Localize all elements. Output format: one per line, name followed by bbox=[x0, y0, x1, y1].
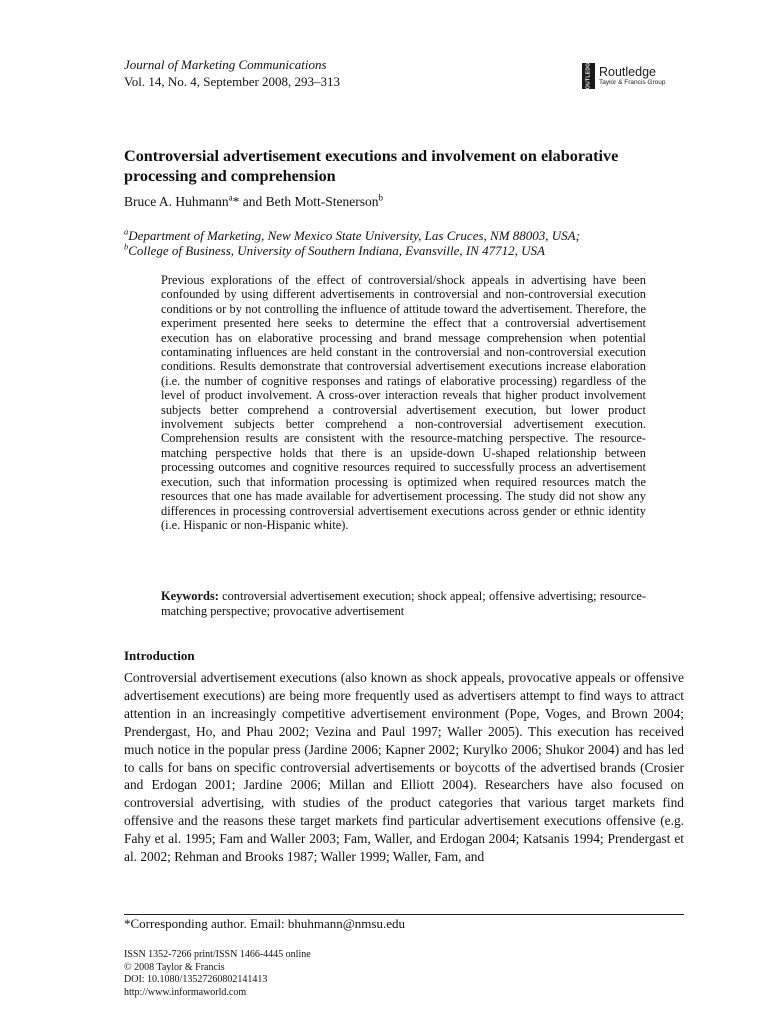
keywords-label: Keywords: bbox=[161, 589, 219, 603]
affiliation-mark: b bbox=[378, 192, 383, 203]
corresponding-author-footnote: *Corresponding author. Email: bhuhmann@nmsu.edu bbox=[124, 916, 405, 931]
affiliation-mark: a bbox=[228, 192, 233, 203]
corresponding-mark: * bbox=[232, 194, 240, 209]
volume-info: Vol. 14, No. 4, September 2008, 293–313 bbox=[124, 74, 341, 89]
affiliations bbox=[124, 228, 684, 258]
affiliation-b bbox=[124, 243, 684, 258]
author-list bbox=[124, 193, 383, 210]
publication-info bbox=[124, 949, 311, 999]
publisher-url: http://www.informaworld.com bbox=[124, 986, 247, 998]
abstract-text: Previous explorations of the effect of controversial/shock appeals in advertising have been confounded by using different advertisements in controversial and non-controversial execution conditions or by not controlling the influence of attitude toward the advertisement. Therefore, the experiment presented here seeks to determine the effect that a controversial advertisement execution has on elaborative processing and brand message comprehension when potential contaminating influences are held constant in the controversial and non-controversial execution conditions. Results demonstrate that controversial advertisement executions increase elaboration (i.e. the number of cognitive responses and ratings of elaborative processing) regardless of the level of product involvement. A cross-over interaction reveals that higher product involvement subjects better comprehend a controversial advertisement execution, but lower product involvement subjects better comprehend a non-controversial advertisement execution. Comprehension results are consistent with the resource-matching perspective. The resource-matching perspective holds that there is an upside-down U-shaped relationship between processing outcomes and cognitive resources required to successfully process an advertisement execution, such that information processing is optimized when required resources match the resources that one has made available for advertisement processing. The study did not show any differences in processing controversial advertisement executions across gender or ethnic identity (i.e. Hispanic or non-Hispanic white). bbox=[161, 273, 646, 532]
journal-name: Journal of Marketing Communications bbox=[124, 57, 327, 72]
footnote-divider bbox=[124, 914, 684, 915]
affiliation-a bbox=[124, 228, 684, 243]
keywords bbox=[161, 589, 646, 619]
journal-header bbox=[124, 56, 340, 90]
affiliation-mark: b bbox=[124, 241, 129, 252]
publisher-group: Taylor & Francis Group bbox=[599, 79, 666, 86]
author-separator: and bbox=[239, 194, 266, 209]
author-name: Beth Mott-Stenerson bbox=[265, 194, 379, 209]
routledge-logo-icon: ROUTLEDGE bbox=[582, 63, 595, 89]
publisher-name: Routledge bbox=[599, 64, 656, 79]
author-name: Bruce A. Huhmann bbox=[124, 194, 229, 209]
article-title: Controversial advertisement executions and involvement on elaborative processing and comprehension bbox=[124, 147, 619, 185]
keywords-list: controversial advertisement execution; shock appeal; offensive advertising; resource-matching perspective; provocative advertisement bbox=[161, 589, 646, 618]
affiliation-text: College of Business, University of Southern Indiana, Evansville, IN 47712, USA bbox=[128, 243, 545, 258]
issn: ISSN 1352-7266 print/ISSN 1466-4445 online bbox=[124, 949, 311, 960]
doi: DOI: 10.1080/13527260802141413 bbox=[124, 974, 268, 985]
affiliation-text: Department of Marketing, New Mexico State University, Las Cruces, NM 88003, USA; bbox=[128, 228, 580, 243]
introduction-text: Controversial advertisement executions (also known as shock appeals, provocative appeals or offensive advertisement executions) are being more frequently used as advertisers attempt to find ways to attract attention in an increasingly competitive advertisement environment (Pope, Voges, and Brown 2004; Prendergast, Ho, and Phau 2002; Vezina and Paul 1997; Waller 2005). This execution has received much notice in the popular press (Jardine 2006; Kapner 2002; Kurylko 2006; Shukor 2004) and has led to calls for bans on specific controversial advertisements or boycotts of the advertised brands (Crosier and Erdogan 2001; Jardine 2006; Millan and Elliott 2004). Researchers have also focused on controversial advertising, with studies of the product categories that various target markets find offensive and the reasons these target markets find particular advertisement executions offensive (e.g. Fahy et al. 1995; Fam and Waller 2003; Fam, Waller, and Erdogan 2004; Katsanis 1994; Prendergast et al. 2002; Rehman and Brooks 1987; Waller 1999; Waller, Fam, and bbox=[124, 670, 684, 865]
section-heading-introduction: Introduction bbox=[124, 648, 195, 663]
copyright: © 2008 Taylor & Francis bbox=[124, 961, 225, 973]
publisher-logo bbox=[582, 58, 666, 94]
affiliation-mark: a bbox=[124, 226, 129, 237]
